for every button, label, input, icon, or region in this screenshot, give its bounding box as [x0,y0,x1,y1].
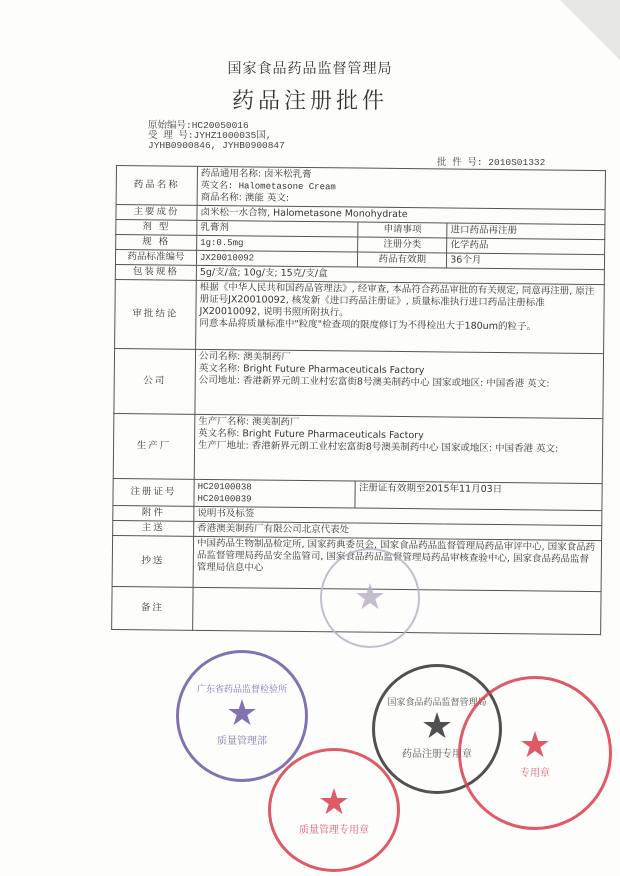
cell-label: 审批结论 [115,279,197,349]
cell-label: 药品有效期 [358,252,447,268]
star-icon: ★ [317,781,351,823]
attachment: 说明书及标签 [194,506,602,525]
cert-numbers [194,479,356,508]
table-row [113,413,603,483]
company-name: 公司名称: 澳美制药厂 [198,350,291,363]
manufacturer-english: 英文名称: Bright Future Pharmaceuticals Factory [198,427,424,442]
bottom-stamp [268,748,400,872]
star-icon: ★ [353,577,387,618]
faint-stamp [320,548,420,648]
company-cell [195,349,604,418]
cell-label: 药品名称 [116,166,197,206]
pack: 5g/支/盒; 10g/支; 15克/支/盒 [196,265,604,284]
cell-value [197,166,605,209]
copy-to: 中国药品生物制品检定所, 国家药典委员会, 国家食品药品监督管理局药品审评中心, 国家食品药品监督管理局药品安全监管司, 国家食品药品监督管理局药品审核查验中心, 国家食品药品监督管理局信息中心 [193,536,602,591]
meta-block [148,121,285,151]
cell-label: 剂 型 [116,220,197,236]
sfda-stamp-foot: 药品注册专用章 [402,749,472,760]
cell-label: 生产厂 [113,413,195,479]
trade-name: 商品名称: 澳能 英文: [200,191,290,204]
left-stamp-foot: 质量管理部 [217,736,267,747]
send-to: 香港澳美制药厂有限公司北京代表处 [194,521,602,540]
generic-name: 药品通用名称: 卤米松乳膏 [200,167,312,181]
cell-label: 抄送 [112,535,194,587]
conclusion-cell [196,280,605,353]
cell-label: 申请事项 [358,222,447,238]
apply: 进口药品再注册 [447,223,605,240]
right-stamp-foot: 专用章 [520,767,550,779]
cert-number-1: HC20100038 [197,481,252,493]
left-stamp-ring: 广东省药品监督检验所 [196,685,287,695]
class: 化学药品 [447,238,605,255]
accept-no-label: 受 理 号: [148,130,194,141]
left-stamp [176,650,308,782]
cell-label: 包装规格 [115,264,196,280]
cell-label: 主送 [113,520,194,536]
validity: 36个月 [447,253,605,270]
page-fold [560,0,620,60]
cell-label: 注册分类 [358,237,447,253]
cell-label: 备注 [112,586,193,630]
star-icon: ★ [225,693,259,734]
manufacturer-name: 生产厂名称: 澳美制药厂 [198,415,300,428]
company-english: 英文名称: Bright Future Pharmaceuticals Factory [198,362,425,377]
manufacturer-cell [194,414,603,483]
cell-label: 公司 [114,348,196,414]
cert-number-2: HC20100039 [197,493,252,505]
english-name: 英文名: Halometasone Cream [200,180,336,193]
original-no-label: 原始编号: [148,120,192,131]
cell-label: 附件 [113,505,194,521]
right-stamp [458,676,612,830]
sfda-stamp-ring: 国家食品药品监督管理局 [387,698,487,708]
manufacturer-address: 生产厂地址: 香港新界元朗工业村宏富街8号澳美制药中心 国家或地区: 中国香港 英文: [198,439,559,455]
document-title: 药品注册批件 [231,89,388,114]
original-no: HC20050016 [191,120,249,131]
cell-label: 注册证号 [113,478,194,506]
form: 乳膏剂 [197,220,358,237]
table-row [114,348,604,418]
table-row [115,279,605,353]
agency-title: 国家食品药品监督管理局 [227,61,393,77]
table-row [116,166,605,210]
valid-until: 注册证有效期至2015年11月03日 [355,481,602,511]
cell-label: 药品标准编号 [115,250,196,266]
accept-no: JYHZ1000035国, [193,130,272,141]
ingredient: 卤米松一水合物, Halometasone Monohydrate [197,205,605,224]
star-icon: ★ [518,724,552,766]
star-icon: ★ [420,706,454,747]
accept-no2: JYHB0900846, JYHB0900847 [148,140,285,151]
cell-label: 规 格 [116,235,197,251]
standard: JX20010092 [196,250,357,267]
company-address: 公司地址: 香港新界元朗工业村宏富街8号澳美制药中心 国家或地区: 中国香港 英文: [198,374,550,390]
cell-label: 主要成份 [116,205,197,221]
spec: 1g:0.5mg [197,235,358,252]
conclusion: 根据《中华人民共和国药品管理法》, 经审查, 本品符合药品审批的有关规定, 同意再注册, 原注册证号JX20010092, 核发新《进口药品注册证》, 质量标准执行进口药品注册标准JX20010092, 说明书照所附执行。 [199,281,595,319]
conclusion2: 同意本品将质量标准中"粒度"检查项的限度修订为不得检出大于180um的粒子。 [199,317,537,333]
bottom-stamp-foot: 质量管理专用章 [299,824,369,836]
approval-number: 批 件 号: 2010S01332 [437,157,546,168]
